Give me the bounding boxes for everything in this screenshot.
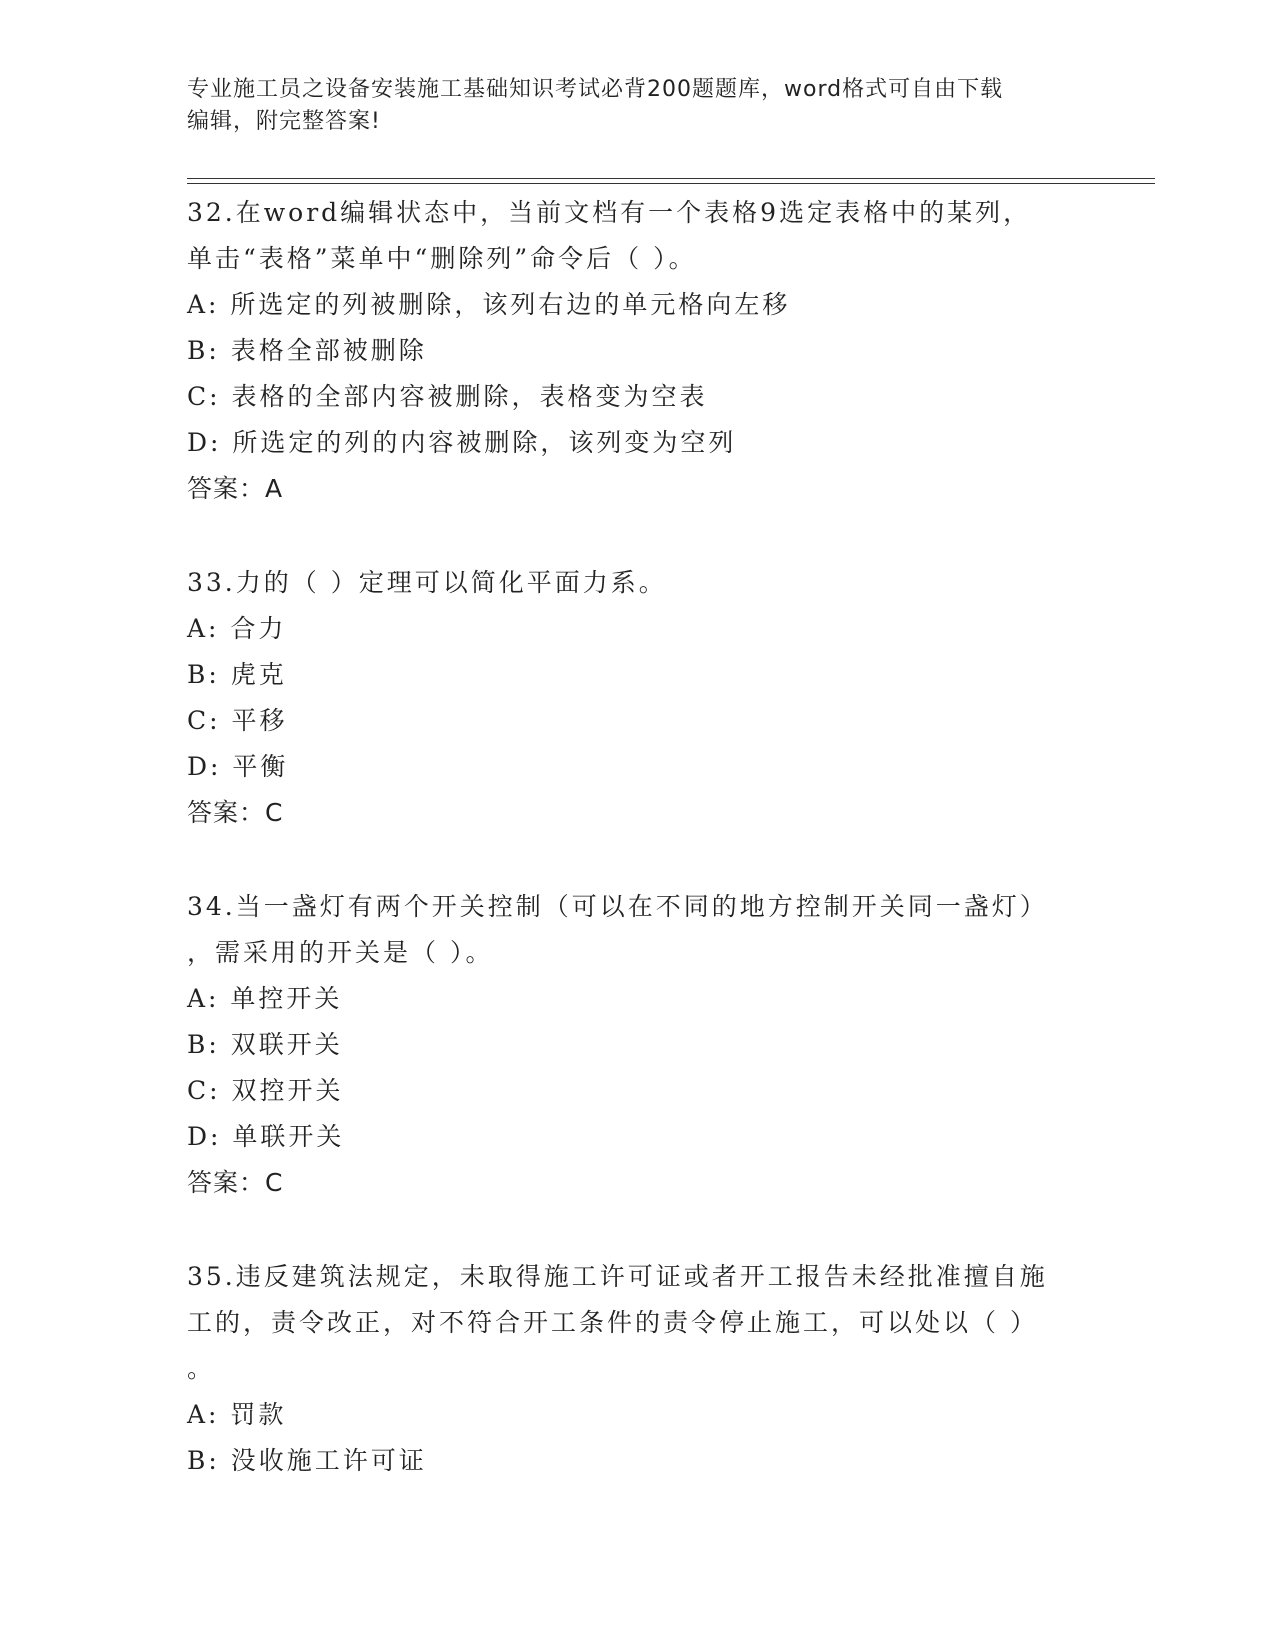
document-header [187,74,1067,138]
option-a: A: 所选定的列被删除，该列右边的单元格向左移 [187,290,791,319]
question-text-line: 。 [187,1354,216,1383]
question-text-line: 工的，责令改正，对不符合开工条件的责令停止施工，可以处以（ ） [187,1308,1038,1337]
question-35 [187,1254,1087,1484]
option-c: C: 平移 [187,706,288,735]
option-d: D: 所选定的列的内容被删除，该列变为空列 [187,428,737,457]
question-list [187,190,1087,1484]
question-spacer [187,512,1087,560]
option-c: C: 双控开关 [187,1076,344,1105]
option-b: B: 双联开关 [187,1030,343,1059]
answer-line: 答案：C [187,1168,284,1197]
question-32 [187,190,1087,512]
option-d: D: 平衡 [187,752,289,781]
question-text-line: ，需采用的开关是（ ）。 [187,938,494,967]
question-spacer [187,836,1087,884]
header-line-2: 编辑，附完整答案! [187,109,381,134]
question-text-line: 单击“表格”菜单中“删除列”命令后（ ）。 [187,244,697,273]
question-34 [187,884,1087,1206]
header-line-1: 专业施工员之设备安装施工基础知识考试必背200题题库，word格式可自由下载 [187,77,1004,102]
option-d: D: 单联开关 [187,1122,345,1151]
answer-line: 答案：C [187,798,284,827]
question-spacer [187,1206,1087,1254]
option-b: B: 虎克 [187,660,287,689]
option-b: B: 没收施工许可证 [187,1446,427,1475]
option-a: A: 单控开关 [187,984,343,1013]
option-a: A: 罚款 [187,1400,287,1429]
option-b: B: 表格全部被删除 [187,336,427,365]
question-text-line: 35.违反建筑法规定，未取得施工许可证或者开工报告未经批准擅自施 [187,1262,1048,1291]
answer-line: 答案：A [187,474,284,503]
question-text-line: 34.当一盏灯有两个开关控制（可以在不同的地方控制开关同一盏灯） [187,892,1048,921]
option-c: C: 表格的全部内容被删除，表格变为空表 [187,382,708,411]
question-text-line: 32.在word编辑状态中，当前文档有一个表格9选定表格中的某列， [187,198,1032,227]
header-divider-bottom [187,183,1155,184]
option-a: A: 合力 [187,614,287,643]
question-text-line: 33.力的（ ）定理可以简化平面力系。 [187,568,667,597]
header-divider-top [187,178,1155,179]
question-33 [187,560,1087,836]
